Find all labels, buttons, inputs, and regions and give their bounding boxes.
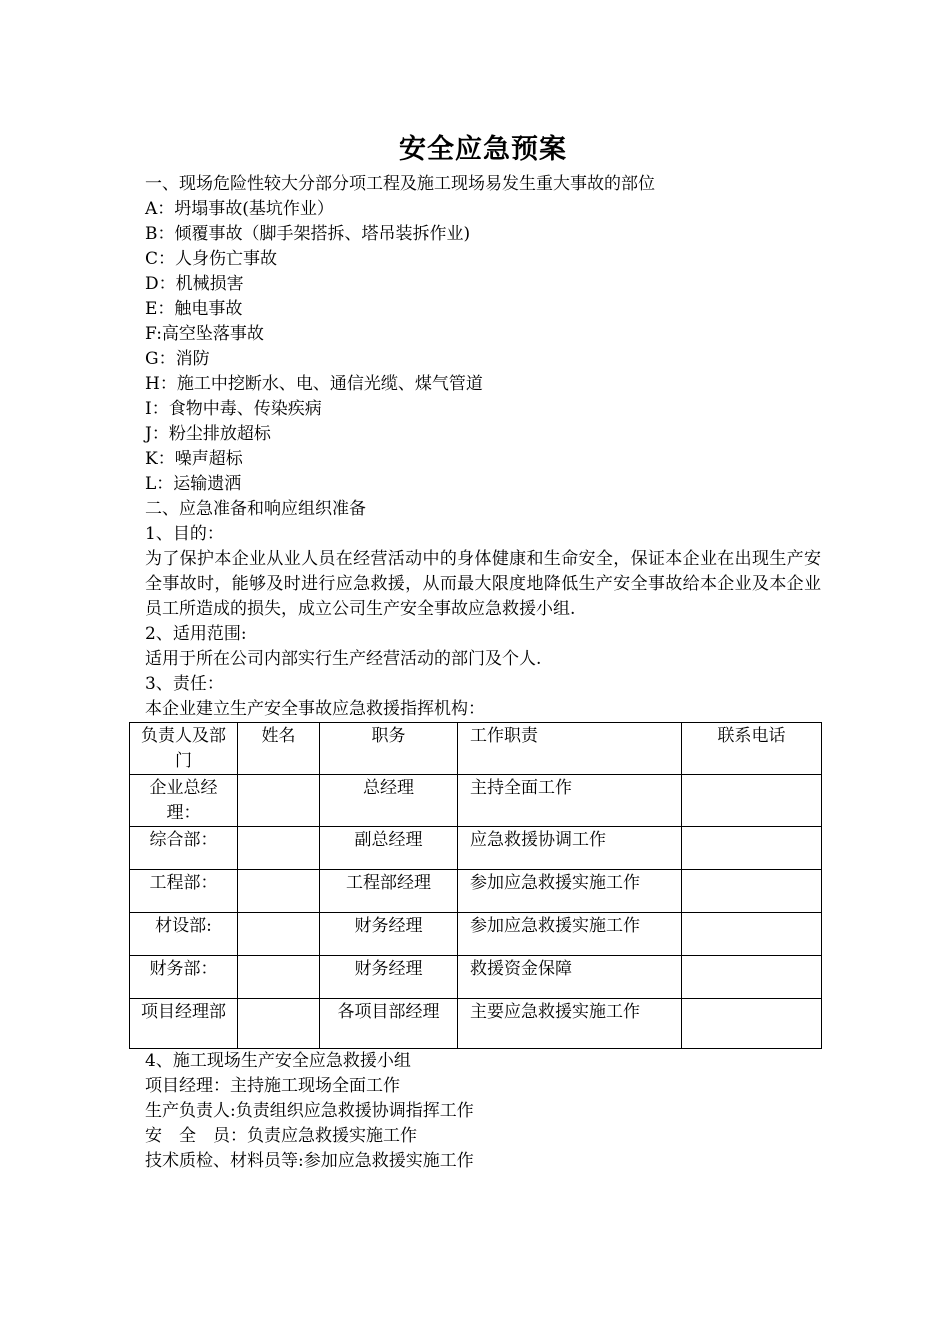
hazard-item: G：消防	[145, 349, 210, 369]
hazard-item: J：粉尘排放超标	[145, 424, 271, 444]
hazard-item: B：倾覆事故（脚手架搭拆、塔吊装拆作业)	[145, 224, 471, 244]
table-cell: 应急救援协调工作	[458, 827, 682, 870]
table-cell	[238, 913, 320, 956]
document-page	[141, 128, 821, 1174]
table-cell: 工程部经理	[320, 870, 458, 913]
table-header-cell: 负责人及部门	[130, 723, 238, 775]
table-cell	[238, 827, 320, 870]
table-cell	[238, 956, 320, 999]
table-cell: 各项目部经理	[320, 999, 458, 1049]
table-row	[130, 775, 822, 827]
table-header-cell: 职务	[320, 723, 458, 775]
section2-heading: 二、应急准备和响应组织准备	[145, 499, 366, 519]
table-cell: 财务经理	[320, 913, 458, 956]
hazard-item: H：施工中挖断水、电、通信光缆、煤气管道	[145, 374, 483, 394]
table-cell	[682, 999, 822, 1049]
table-cell	[682, 827, 822, 870]
scope-text: 适用于所在公司内部实行生产经营活动的部门及个人.	[145, 649, 542, 669]
table-cell: 主持全面工作	[458, 775, 682, 827]
hazard-item: A：坍塌事故(基坑作业）	[145, 199, 334, 219]
team-heading: 4、施工现场生产安全应急救援小组	[145, 1051, 411, 1071]
table-row	[130, 999, 822, 1049]
table-cell: 企业总经理：	[130, 775, 238, 827]
team-line: 安 全 员：负责应急救援实施工作	[145, 1126, 417, 1146]
team-line: 生产负责人:负责组织应急救援协调指挥工作	[145, 1101, 474, 1121]
table-cell: 副总经理	[320, 827, 458, 870]
table-cell: 财务部：	[130, 956, 238, 999]
table-header-cell: 联系电话	[682, 723, 822, 775]
table-header-cell: 工作职责	[458, 723, 682, 775]
hazard-item: E：触电事故	[145, 299, 243, 319]
table-row	[130, 956, 822, 999]
hazard-item: K：噪声超标	[145, 449, 243, 469]
purpose-text: 为了保护本企业从业人员在经营活动中的身体健康和生命安全，保证本企业在出现生产安全事故时，能够及时进行应急救援，从而最大限度地降低生产安全事故给本企业及本企业员工所造成的损失，成立公司生产安全事故应急救援小组.	[145, 549, 821, 619]
table-cell: 综合部：	[130, 827, 238, 870]
duty-text: 本企业建立生产安全事故应急救援指挥机构：	[145, 699, 485, 719]
team-line: 项目经理：主持施工现场全面工作	[145, 1076, 400, 1096]
table-cell: 主要应急救援实施工作	[458, 999, 682, 1049]
table-cell: 参加应急救援实施工作	[458, 870, 682, 913]
table-row	[130, 913, 822, 956]
table-header-row	[130, 723, 822, 775]
command-structure-table	[129, 722, 822, 1049]
table-cell: 总经理	[320, 775, 458, 827]
table-cell: 参加应急救援实施工作	[458, 913, 682, 956]
team-line: 技术质检、材料员等:参加应急救援实施工作	[145, 1151, 474, 1171]
table-cell	[682, 956, 822, 999]
table-cell: 工程部：	[130, 870, 238, 913]
table-cell: 材设部:	[130, 913, 238, 956]
hazard-item: I：食物中毒、传染疾病	[145, 399, 322, 419]
table-cell	[682, 913, 822, 956]
table-cell	[238, 870, 320, 913]
table-cell	[238, 999, 320, 1049]
document-title: 安全应急预案	[399, 134, 567, 165]
hazard-item: C：人身伤亡事故	[145, 249, 278, 269]
table-header-cell: 姓名	[238, 723, 320, 775]
hazard-item: F:高空坠落事故	[145, 324, 264, 344]
hazard-item: D：机械损害	[145, 274, 244, 294]
table-cell: 财务经理	[320, 956, 458, 999]
scope-heading: 2、适用范围:	[145, 624, 247, 644]
table-cell	[682, 870, 822, 913]
hazard-item: L：运输遗洒	[145, 474, 242, 494]
table-cell	[682, 775, 822, 827]
table-cell: 项目经理部	[130, 999, 238, 1049]
table-cell: 救援资金保障	[458, 956, 682, 999]
section1-heading: 一、现场危险性较大分部分项工程及施工现场易发生重大事故的部位	[145, 174, 655, 194]
table-row	[130, 827, 822, 870]
purpose-heading: 1、目的：	[145, 524, 224, 544]
table-cell	[238, 775, 320, 827]
table-row	[130, 870, 822, 913]
duty-heading: 3、责任：	[145, 674, 224, 694]
